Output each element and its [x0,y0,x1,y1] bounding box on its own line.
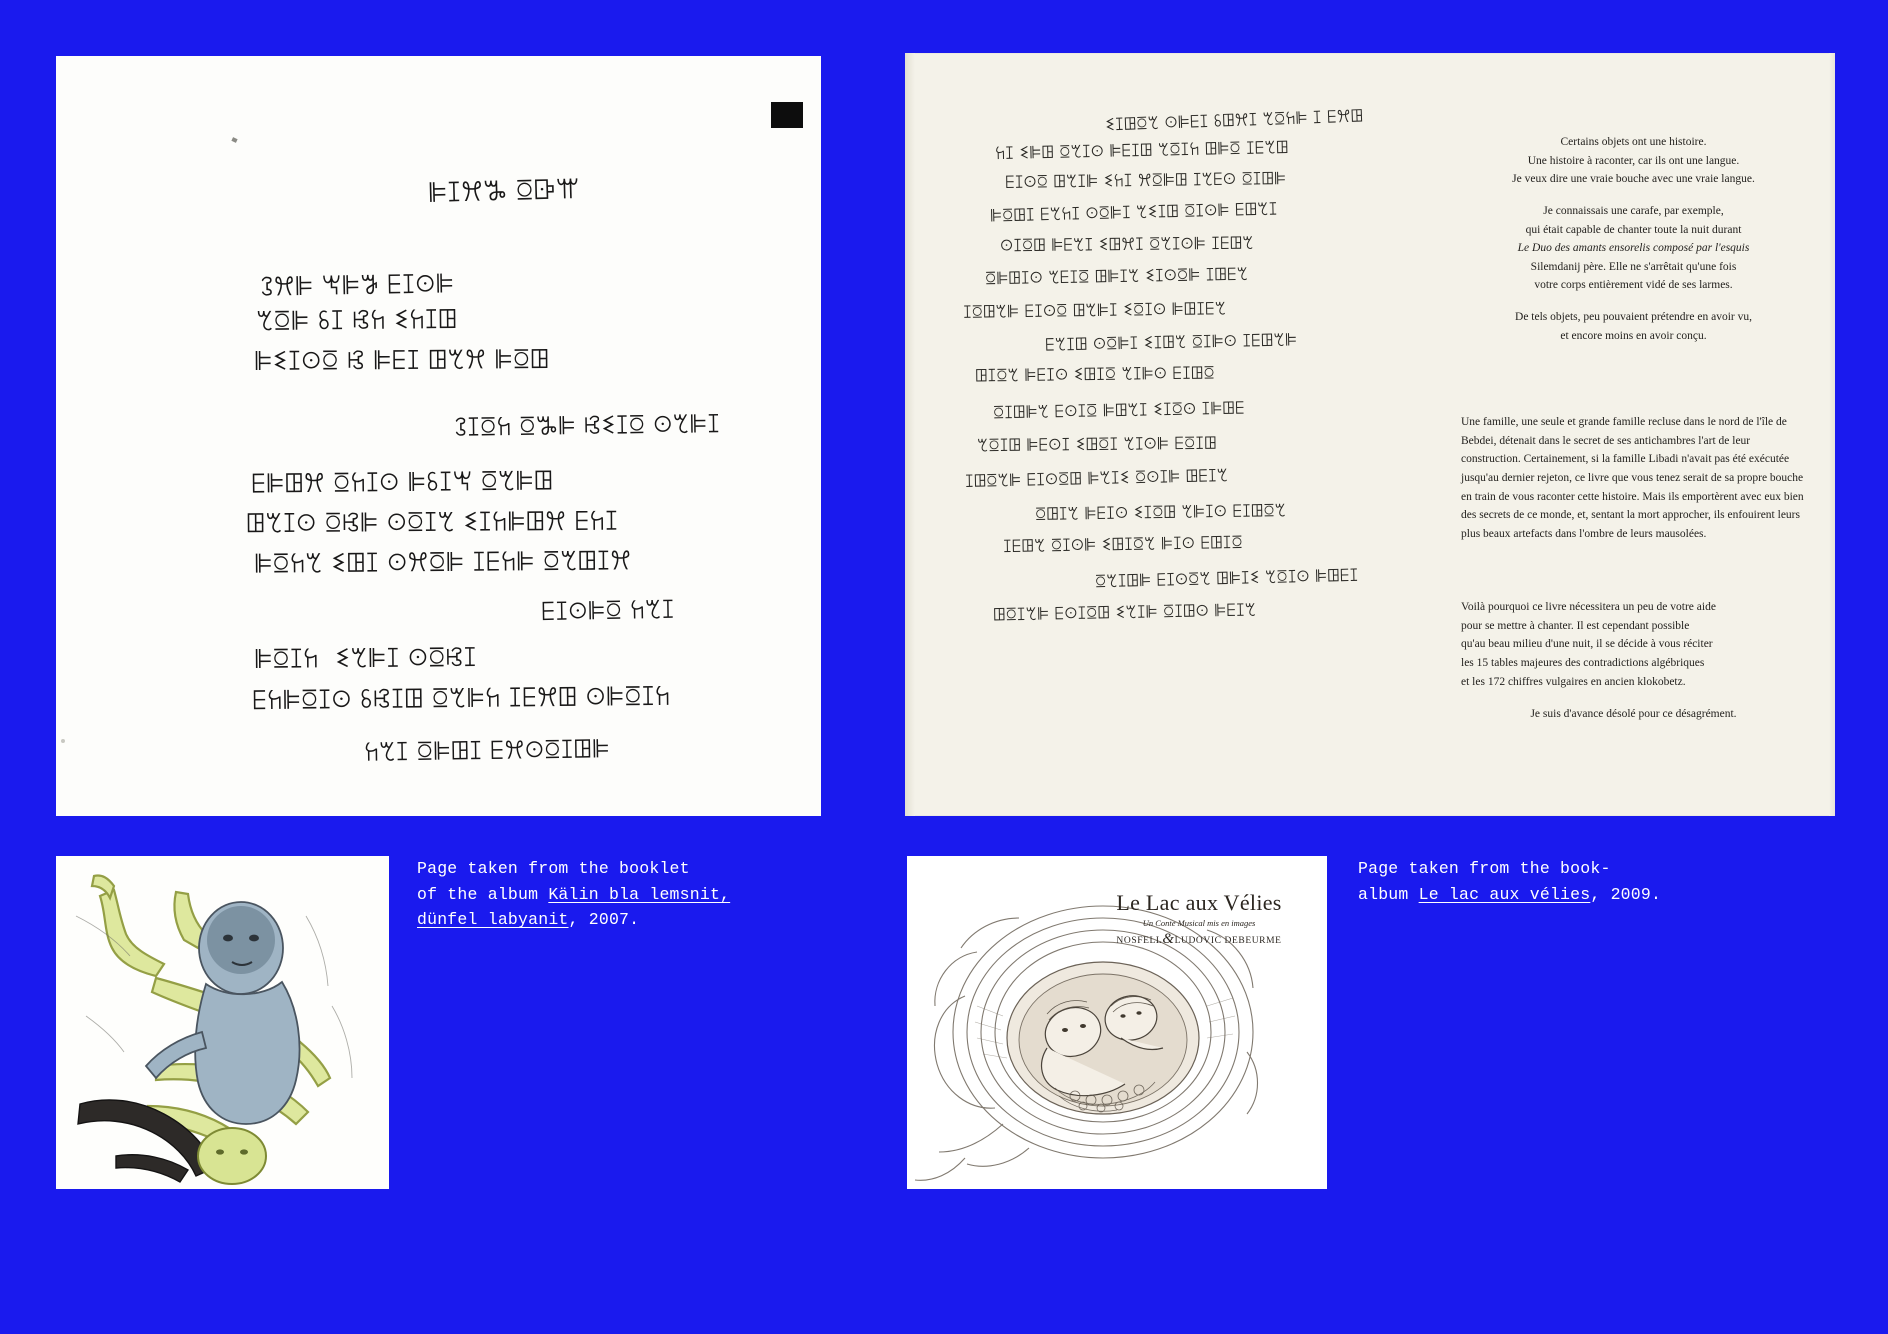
french-line: De tels objets, peu pouvaient prétendre en avoir vu, [1515,311,1752,323]
french-line: Je connaissais une carafe, par exemple, [1543,204,1724,217]
caption-album-title: Le lac aux vélies [1418,884,1591,904]
caption-line: album [1358,884,1419,904]
caption-line: , 2007. [568,910,640,930]
french-text-block-1 [1461,133,1806,358]
glyph-line: ꕎꗞꕞ ꗏꕯ ꕙꖷ ꗨꖷꕯꖸ [255,304,458,338]
french-line: Je suis d'avance désolé pour ce désagrément. [1530,708,1737,721]
scan-black-mark [771,102,803,128]
french-line: Certains objets ont une histoire. [1560,136,1707,148]
glyph-line: ꕘꕯꗞꖷ ꗞꖆꕞ ꕙꗨꕯꗞ ꖴꕎꕞꕯ [453,409,721,442]
page-edge-shadow [1829,53,1835,816]
glyph-line: ꕞꗞꖸꕯ ꗋꕎꖷꕯ ꖴꗞꕞꕯ ꕎꗨꕯꖸ ꗞꕯꖴꕞ ꗋꖸꕎꕯ [989,199,1278,227]
cover-author-left: NOSFELL [1116,936,1163,946]
french-text-block-2 [1461,413,1806,556]
french-line: pour se mettre à chanter. Il est cependant possible [1461,619,1690,632]
glyph-line: ꕯꖸꗞꕎꕞ ꗋꕯꖴꗞꖸ ꕞꕎꕯꗨ ꗞꖴꕯꕞ ꖸꗋꕯꕎ [964,466,1229,492]
glyph-line: ꗨꕯꖸꗞꕎ ꖴꕞꗋꕯ ꗏꖸꕮꕯ ꕎꗞꖷꕞ ꕯ ꗋꕮꖸ [1104,106,1364,136]
french-text-block-3 [1461,598,1806,737]
french-line: votre corps entièrement vidé de ses larmes. [1534,279,1733,292]
glyph-line: ꗋꕞꖸꕮ ꗞꖷꕯꖴ ꕞꗏꕯꖙ ꗞꕎꕞꖸ [250,466,554,500]
cover-authors [1089,931,1309,948]
french-line: et les 172 chiffres vulgaires en ancien klokobetz. [1461,675,1686,688]
french-paragraph: Une famille, une seule et grande famille recluse dans le nord de l'île de Bebdei, détenait dans le secret de ses antichambres l'art de leur construction. Certainement, si la famille Libadi n'avait pas été exécutée jusqu'au dernier rejeton, ce livre que vous tenez serait de sa propre bouche en train de vous raconter cette histoire. Mais ils emportèrent avec eux bien des secrets de ce monde, et, sentant la mort approcher, ils enfouirent leurs plus beaux artefacts dans l'ombre de leurs mausolées. [1461,416,1804,540]
glyph-line: ꖸꕎꕯꖴ ꗞꕙꕞ ꖴꗞꕯꕎ ꗨꕯꖷꕞꖸꕮ ꗋꖷꕯ [245,506,619,540]
glyph-line: ꗞꕯꖸꕞꕎ ꗋꖴꕯꗞ ꕞꖸꕎꕯ ꗨꕯꗞꖴ ꕯꕞꖸꗋ [992,398,1245,424]
caption-line: Page taken from the book- [1358,859,1611,878]
cover-ampersand: & [1162,931,1175,947]
figure-drawing [56,856,389,1189]
page-gutter-shadow [905,53,915,816]
glyph-line: ꗞꖸꕯꕎ ꕞꗋꕯꖴ ꗨꕯꗞꖸ ꕎꕞꕯꖴ ꗋꕯꖸꗞꕎ [1034,501,1287,525]
cover-title-block [1089,890,1309,948]
glyph-line: ꗞꕞꖸꕯꖴ ꕎꗋꕯꗞ ꖸꕞꕯꕎ ꗨꕯꖴꗞꕞ ꕯꖸꗋꕎ [984,264,1249,290]
glyph-line: ꕎꗞꕯꖸ ꕞꗋꖴꕯ ꗨꖸꗞꕯ ꕎꕯꖴꕞ ꗋꗞꕯꖸ [976,433,1217,457]
caption-right [1358,856,1758,907]
glyph-line: ꖸꗞꕯꕎꕞ ꗋꖴꕯꗞꖸ ꗨꕎꕯꕞ ꗞꕯꖸꖴ ꕞꗋꕯꕎ [992,600,1257,626]
caption-line: of the album [417,884,549,904]
glyph-line: ꗋꕯꖴꕞꗞ ꖷꕎꕯ [540,594,675,627]
booklet-page-scan [56,56,821,816]
glyph-line: ꖷꕯ ꗨꕞꖸ ꗞꕎꕯꖴ ꕞꗋꕯꖸ ꕎꗞꕯꖷ ꖸꕞꗞ ꕯꗋꕎꖸ [994,137,1289,165]
glyph-line: ꕞꕯꕮꖆ ꗞꕒꕌ [427,174,581,209]
french-line-italic: Le Duo des amants ensorelis composé par l'esquis [1517,242,1750,255]
french-line: qui était capable de chanter toute la nuit durant [1525,223,1742,236]
cover-title: Le Lac aux Vélies [1116,890,1282,915]
french-line: Voilà pourquoi ce livre nécessitera un peu de votre aide [1461,601,1716,613]
caption-line: , 2009. [1590,884,1662,904]
cover-subtitle: Un Conte Musical mis en images [1142,918,1256,928]
french-line: Une histoire à raconter, car ils ont une langue. [1527,154,1740,167]
french-line: qu'au beau milieu d'une nuit, il se décide à vous réciter [1461,638,1713,651]
scan-speck [61,739,65,743]
glyph-line: ꗋꕯꖴꗞ ꖸꕎꕯꕞ ꗨꖷꕯ ꕮꗞꕞꖸ ꕯꕎꗋꖴ ꗞꕯꖸꕞ [1004,169,1287,193]
glyph-line: ꖸꕯꗞꕎ ꕞꗋꕯꖴ ꗨꖸꕯꗞ ꕎꕯꕞꖴ ꗋꕯꖸꗞ [974,363,1215,387]
glyph-line: ꕯꗋꖸꕎ ꗞꕯꖴꕞ ꗨꖸꕯꗞꕎ ꕞꕯꖴ ꗋꖸꕯꗞ [1002,532,1243,558]
book-album-page-scan [905,53,1835,816]
french-line: et encore moins en avoir conçu. [1560,329,1707,342]
glyph-line: ꕞꗞꕯꖷ ꗨꕎꕞꕯ ꖴꗞꕙꕯ [253,643,477,675]
caption-left [417,856,757,933]
booklet-illustration-figures [56,856,389,1189]
glyph-line: ꗞꕎꕯꖸꕞ ꗋꕯꖴꗞꕎ ꖸꕞꕯꗨ ꕎꗞꕯꖴ ꕞꖸꗋꕯ [1094,565,1359,593]
cover-author-right: LUDOVIC DEBEURME [1174,936,1282,946]
caption-album-title: Kälin bla lemsnit, dünfel labyanit [417,884,731,930]
glyph-line: ꗋꖷꕞꗞꕯꖴ ꗏꕙꕯꖸ ꗞꕎꕞꖷ ꕯꗋꕮꖸ ꖴꕞꗞꕯꖷ [251,681,671,717]
french-line: les 15 tables majeures des contradictions algébriques [1461,656,1705,669]
glyph-line: ꕯꗞꖸꕎꕞ ꗋꕯꖴꗞ ꖸꕎꕞꕯ ꗨꗞꕯꖴ ꕞꖸꕯꗋꕎ [962,299,1227,323]
scan-speck [231,137,237,143]
glyph-line: ꖴꕯꗞꖸ ꕞꗋꕎꕯ ꗨꖸꕮꕯ ꗞꕎꕯꖴꕞ ꕯꗋꖸꕎ [999,233,1254,257]
french-line: Je veux dire une vraie bouche avec une vraie langue. [1512,173,1755,186]
album-cover-le-lac-aux-velies [907,856,1327,1189]
glyph-line: ꖷꕎꕯ ꗞꕞꖸꕯ ꗋꕮꖴꗞꕯꖸꕞ [363,734,610,767]
glyph-line: ꗋꕎꕯꖸ ꖴꗞꕞꕯ ꗨꕯꖸꕎ ꗞꕯꕞꖴ ꕯꗋꖸꕎꕞ [1044,330,1298,356]
french-line: Silemdanij père. Elle ne s'arrêtait qu'une fois [1530,260,1737,273]
glyph-line: ꕘꕮꕞ ꖙꕞꖃ ꗋꕯꖴꕞ [259,269,455,303]
glyph-line: ꕞꗨꕯꖴꗞ ꕙ ꕞꗋꕯ ꖸꕎꕮ ꕞꗞꖸ [253,344,550,378]
glyph-line: ꕞꗞꖷꕎ ꗨꖸꕯ ꖴꕮꗞꕞ ꕯꗋꖷꕞ ꗞꕎꖸꕯꕮ [253,546,632,580]
caption-line: Page taken from the booklet [417,859,690,878]
